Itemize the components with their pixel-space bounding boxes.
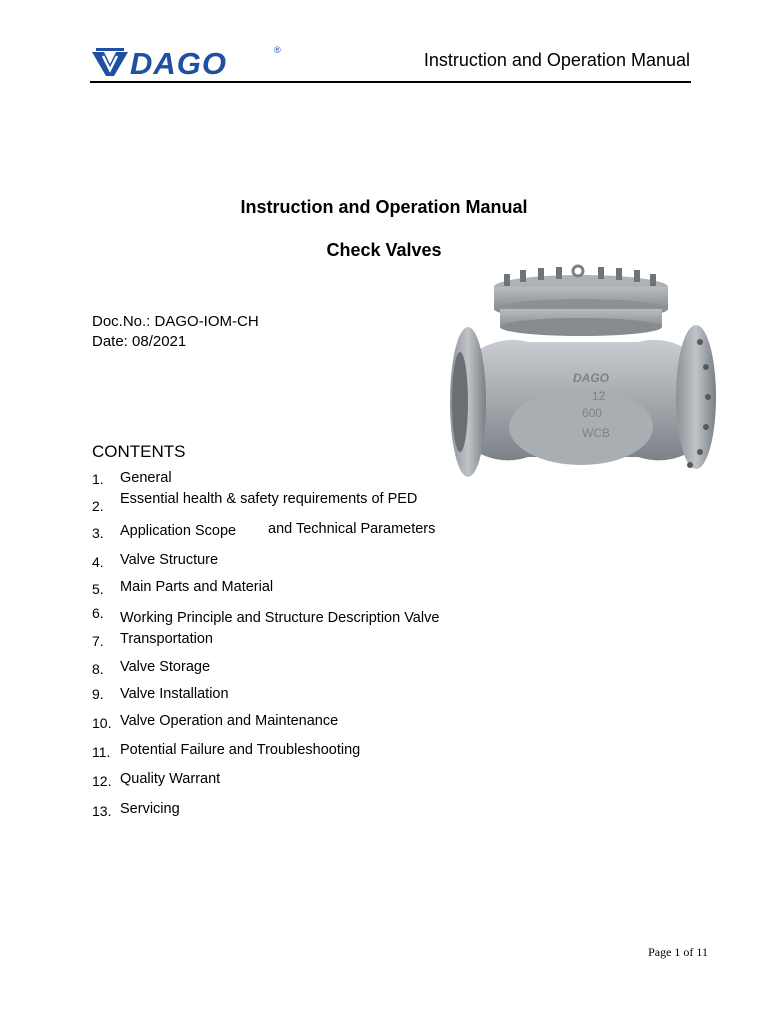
logo-registered-mark: ® <box>274 45 281 55</box>
doc-number: Doc.No.: DAGO-IOM-CH <box>92 313 259 330</box>
contents-num: 9. <box>92 686 104 702</box>
contents-item: Quality Warrant <box>120 771 221 787</box>
contents-item: Servicing <box>120 801 180 817</box>
contents-num: 1. <box>92 471 104 487</box>
header-divider <box>90 81 691 83</box>
contents-num: 12. <box>92 773 112 789</box>
contents-item: Valve Structure <box>120 552 219 568</box>
document-title: Instruction and Operation Manual <box>240 197 528 217</box>
logo-text: DAGO <box>130 46 227 80</box>
contents-num: 3. <box>92 525 104 541</box>
contents-num: 6. <box>92 605 104 621</box>
doc-date: Date: 08/2021 <box>92 333 187 350</box>
contents-item: Main Parts and Material <box>120 579 274 595</box>
contents-item: Valve Operation and Maintenance <box>120 713 339 729</box>
contents-num: 13. <box>92 803 112 819</box>
contents-num: 10. <box>92 715 112 731</box>
contents-item: Working Principle and Structure Description Valve <box>120 610 440 626</box>
page-number: Page 1 of 11 <box>648 945 708 959</box>
contents-num: 7. <box>92 633 104 649</box>
contents-item: Application Scope <box>120 523 237 539</box>
valve-brand-marking: DAGO <box>573 371 609 385</box>
contents-num: 8. <box>92 661 104 677</box>
contents-num: 11. <box>92 744 111 760</box>
contents-num: 2. <box>92 498 104 514</box>
document-subtitle: Check Valves <box>326 240 442 260</box>
dago-logo <box>90 44 290 80</box>
contents-item: Potential Failure and Troubleshooting <box>120 742 361 758</box>
contents-item: Essential health & safety requirements of PED <box>120 491 418 507</box>
contents-item: General <box>120 470 172 486</box>
contents-num: 5. <box>92 581 104 597</box>
contents-heading: CONTENTS <box>92 442 186 461</box>
valve-material-marking: WCB <box>582 426 610 440</box>
valve-size-marking: 12 <box>592 389 606 403</box>
contents-item: Valve Installation <box>120 686 229 702</box>
contents-num: 4. <box>92 554 104 570</box>
header-title: Instruction and Operation Manual <box>423 50 690 70</box>
check-valve-image <box>448 262 720 497</box>
contents-item: Transportation <box>120 631 213 647</box>
logo-emblem-icon <box>92 48 128 76</box>
valve-rating-marking: 600 <box>582 406 603 420</box>
contents-item-extra: and Technical Parameters <box>268 521 436 537</box>
contents-item: Valve Storage <box>120 659 211 675</box>
